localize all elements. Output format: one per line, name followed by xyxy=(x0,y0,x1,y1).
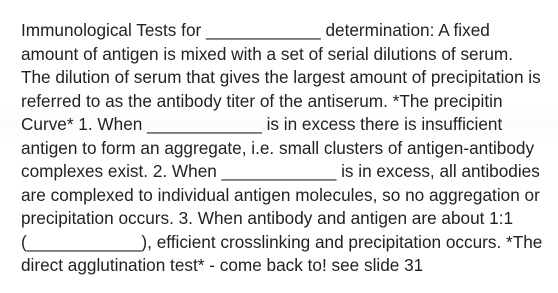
flashcard-text: Immunological Tests for ____________ determination: A fixed amount of antigen is mixed with a set of serial dilutions of serum. The dilution of serum that gives the largest amount of precipitation is referred to as the antibody titer of the antiserum. *The precipitin Curve* 1. When ____________ is in excess there is insufficient antigen to form an aggregate, i.e. small clusters of antigen-antibody complexes exist. 2. When ____________ is in excess, all antibodies are complexed to individual antigen molecules, so no aggregation or precipitation occurs. 3. When antibody and antigen are about 1:1 (____________), efficient crosslinking and precipitation occurs. *The direct agglutination test* - come back to! see slide 31 xyxy=(21,20,543,275)
